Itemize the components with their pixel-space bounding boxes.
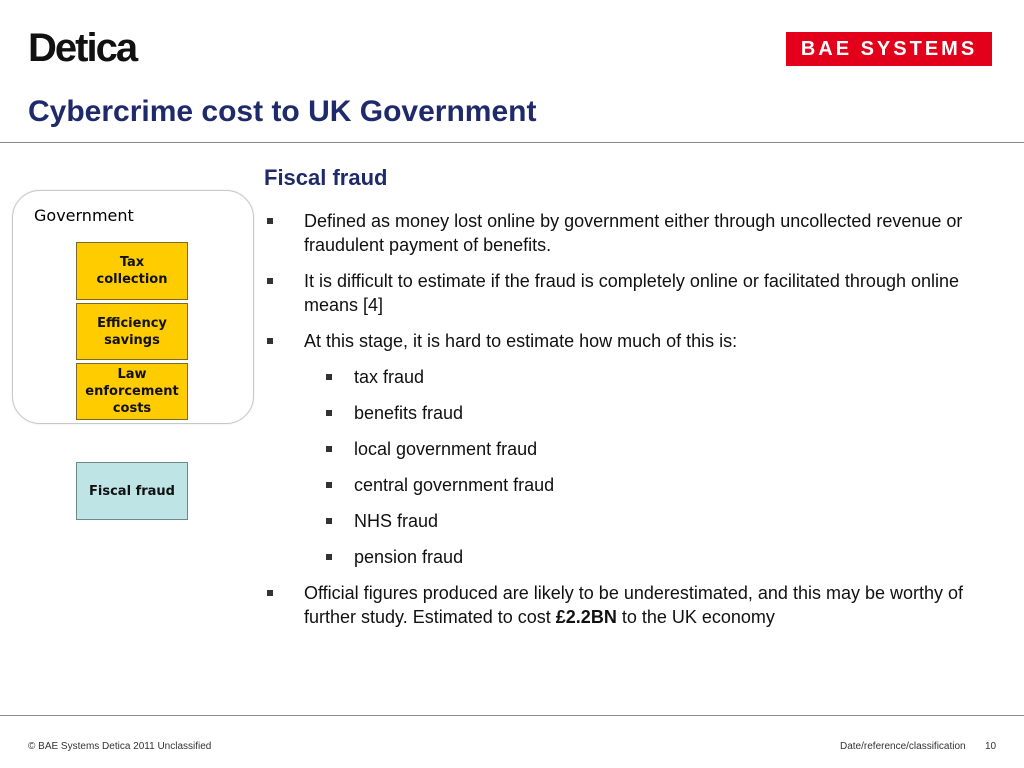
sub-bullet-item — [264, 545, 984, 569]
fiscal-fraud-box-label: Fiscal fraud — [89, 483, 175, 499]
law-enforcement-costs-box — [76, 363, 188, 420]
sub-bullet-text: NHS fraud — [354, 511, 439, 531]
detica-logo: Detica — [28, 26, 137, 70]
square-bullet-icon — [267, 218, 273, 224]
sub-bullet-item — [264, 509, 984, 533]
bullet-item — [264, 329, 984, 353]
square-bullet-icon — [267, 338, 273, 344]
sub-bullet-item — [264, 401, 984, 425]
slide-title: Cybercrime cost to UK Government — [28, 95, 537, 128]
cost-figure: £2.2BN — [555, 607, 617, 627]
bullet-text-pre: Official figures produced are likely to be underestimated, and this may be worthy of further study. Estimated to cost — [304, 583, 964, 627]
bullet-text — [304, 583, 963, 627]
sub-bullet-text: central government fraud — [354, 475, 555, 495]
sub-bullet-text: benefits fraud — [354, 403, 464, 423]
sub-bullet-item — [264, 437, 984, 461]
bullet-text: It is difficult to estimate if the fraud is completely online or facilitated through online means [4] — [304, 271, 960, 315]
law-enforcement-costs-label: Law enforcement costs — [85, 367, 179, 416]
square-bullet-icon — [326, 446, 332, 452]
bullet-item — [264, 209, 984, 257]
square-bullet-icon — [326, 410, 332, 416]
footer-divider — [0, 715, 1024, 716]
square-bullet-icon — [326, 518, 332, 524]
square-bullet-icon — [267, 590, 273, 596]
sub-bullet-text: local government fraud — [354, 439, 538, 459]
efficiency-savings-box — [76, 303, 188, 360]
sub-bullet-item — [264, 473, 984, 497]
square-bullet-icon — [267, 278, 273, 284]
bullet-list — [264, 209, 984, 629]
efficiency-savings-label: Efficiency savings — [97, 315, 167, 348]
bullet-item — [264, 269, 984, 317]
tax-collection-label: Tax collection — [96, 255, 168, 287]
square-bullet-icon — [326, 482, 332, 488]
section-heading: Fiscal fraud — [264, 165, 388, 190]
square-bullet-icon — [326, 554, 332, 560]
header-divider — [0, 142, 1024, 143]
footer-copyright: © BAE Systems Detica 2011 Unclassified — [28, 741, 212, 752]
bullet-text-post: to the UK economy — [616, 607, 775, 627]
bae-systems-logo: BAE SYSTEMS — [786, 32, 992, 66]
fiscal-fraud-box — [76, 462, 188, 520]
bullet-text: At this stage, it is hard to estimate how much of this is: — [304, 331, 738, 351]
sub-bullet-text: pension fraud — [354, 547, 464, 567]
government-label: Government — [34, 206, 134, 225]
square-bullet-icon — [326, 374, 332, 380]
page-number: 10 — [985, 741, 997, 752]
bullet-item — [264, 581, 984, 629]
bullet-text: Defined as money lost online by government either through uncollected revenue or fraudulent payment of benefits. — [304, 211, 963, 255]
sub-bullet-item — [264, 365, 984, 389]
sub-bullet-text: tax fraud — [354, 367, 425, 387]
tax-collection-box — [76, 242, 188, 300]
footer-reference: Date/reference/classification — [840, 741, 966, 752]
